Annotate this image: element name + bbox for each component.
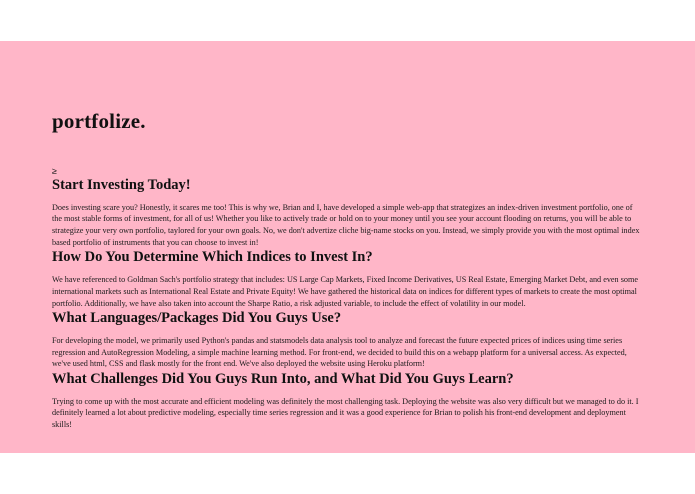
- section-heading-challenges: What Challenges Did You Guys Run Into, and What Did You Guys Learn?: [52, 370, 514, 387]
- section-body-indices: We have referenced to Goldman Sach's portfolio strategy that includes: US Large Cap Markets, Fixed Income Derivatives, US Real Estate, Emerging Market Debt, and even some international markets such as International Real Estate and Private Equity! We have gathered the historical data on indices for different types of markets to create the most optimal portfolio. Additionally, we have also taken into account the Sharpe Ratio, a risk adjusted variable, to include the effect of volatility in our model.: [52, 275, 638, 308]
- site-brand-title: portfolize.: [52, 109, 146, 133]
- page-background: [0, 41, 695, 453]
- section-body-start-investing: Does investing scare you? Honestly, it scares me too! This is why we, Brian and I, have developed a simple web-app that strategizes an index-driven investment portfolio, one of the most stable forms of investment, for all of us! Whether you like to actively trade or hold on to your money until you see your account flooding on returns, you will be able to strategize your very own portfolio, taylored for your own goals. No, we don't advertize cliche big-name stocks on you. Instead, we simply provide you with the most optimal index based portfolio of instruments that you can choose to invest in!: [52, 202, 640, 247]
- page-content: [52, 41, 640, 431]
- section-heading-start-investing: Start Investing Today!: [52, 177, 191, 193]
- chevron-right-icon[interactable]: ≥: [52, 166, 57, 176]
- section-heading-indices: How Do You Determine Which Indices to Invest In?: [52, 249, 373, 266]
- section-heading-languages: What Languages/Packages Did You Guys Use?: [52, 310, 342, 327]
- section-body-languages: For developing the model, we primarily used Python's pandas and statsmodels data analysis tool to analyze and forecast the future expected prices of indices using time series regression and AutoRegression Modeling, a simple machine learning method. For front-end, we decided to build this on a webapp platform for a universal access. As expected, we've used html, CSS and flask mostly for the front end. We've also deployed the website using Heroku platform!: [52, 336, 627, 369]
- section-body-challenges: Trying to come up with the most accurate and efficient modeling was definitely the most challenging task. Deploying the website was also very difficult but we managed to do it. I definitely learned a lot about predictive modeling, especially time series regression and it was a good experience for Brian to polish his front-end development and deployment skills!: [52, 396, 639, 430]
